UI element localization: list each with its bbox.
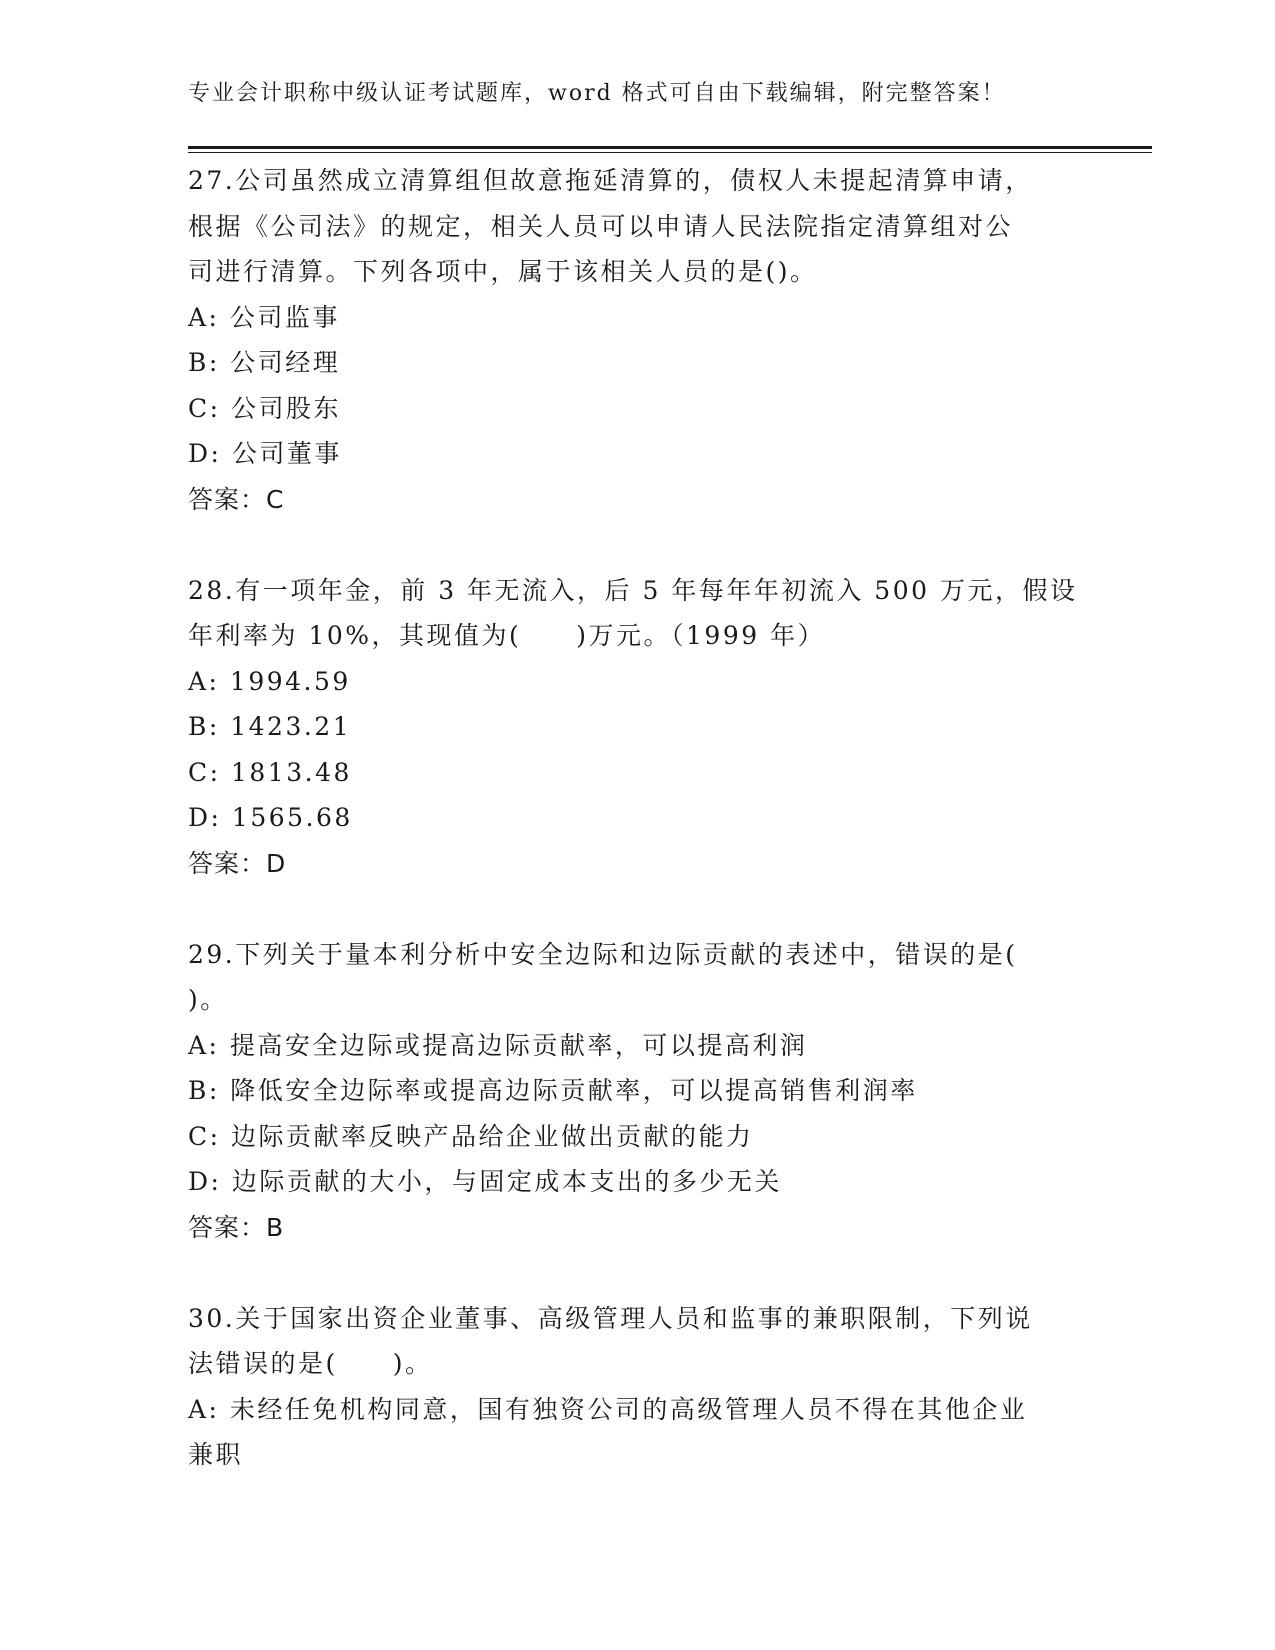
spacer xyxy=(188,1250,1088,1296)
option-b: B: 公司经理 xyxy=(188,348,341,377)
question-27 xyxy=(188,158,1088,522)
option-c: C: 公司股东 xyxy=(188,393,341,423)
question-28 xyxy=(188,568,1088,887)
question-stem-line: 27.公司虽然成立清算组但故意拖延清算的，债权人未提起清算申请， xyxy=(188,166,1033,195)
header-rule-thick xyxy=(188,146,1152,149)
option-b: B: 1423.21 xyxy=(188,712,352,741)
option-d: D: 公司董事 xyxy=(188,439,342,468)
header-rule-thin xyxy=(188,152,1152,153)
spacer xyxy=(188,522,1088,568)
spacer xyxy=(188,886,1088,932)
question-stem-line: 根据《公司法》的规定，相关人员可以申请人民法院指定清算组对公 xyxy=(188,211,1014,241)
question-30 xyxy=(188,1296,1088,1478)
option-d: D: 1565.68 xyxy=(188,803,353,832)
option-a: A: 提高安全边际或提高边际贡献率，可以提高利润 xyxy=(188,1030,808,1060)
question-stem-line: 30.关于国家出资企业董事、高级管理人员和监事的兼职限制，下列说 xyxy=(188,1303,1033,1333)
option-a: A: 1994.59 xyxy=(188,666,351,696)
option-a-continued: 兼职 xyxy=(188,1440,244,1469)
option-c: C: 1813.48 xyxy=(188,757,352,787)
question-29 xyxy=(188,932,1088,1251)
question-stem-line: 28.有一项年金，前 3 年无流入，后 5 年每年年初流入 500 万元，假设 xyxy=(188,575,1078,605)
question-list xyxy=(188,158,1088,1478)
page-header: 专业会计职称中级认证考试题库，word 格式可自由下载编辑，附完整答案！ xyxy=(188,81,1006,106)
option-c: C: 边际贡献率反映产品给企业做出贡献的能力 xyxy=(188,1121,754,1151)
option-b: B: 降低安全边际率或提高边际贡献率，可以提高销售利润率 xyxy=(188,1076,918,1105)
answer-line: 答案：C xyxy=(188,484,285,514)
question-stem-line: 法错误的是( )。 xyxy=(188,1349,433,1378)
question-stem-line: 司进行清算。下列各项中，属于该相关人员的是()。 xyxy=(188,257,818,286)
question-stem-line: 29.下列关于量本利分析中安全边际和边际贡献的表述中，错误的是( xyxy=(188,939,1018,969)
answer-line: 答案：B xyxy=(188,1212,285,1242)
answer-line: 答案：D xyxy=(188,848,287,878)
question-stem-line: 年利率为 10%，其现值为( )万元。（1999 年） xyxy=(188,621,826,650)
option-d: D: 边际贡献的大小，与固定成本支出的多少无关 xyxy=(188,1167,782,1196)
option-a: A: 未经任免机构同意，国有独资公司的高级管理人员不得在其他企业 xyxy=(188,1394,1028,1424)
option-a: A: 公司监事 xyxy=(188,302,340,332)
question-stem-line: )。 xyxy=(188,985,228,1014)
